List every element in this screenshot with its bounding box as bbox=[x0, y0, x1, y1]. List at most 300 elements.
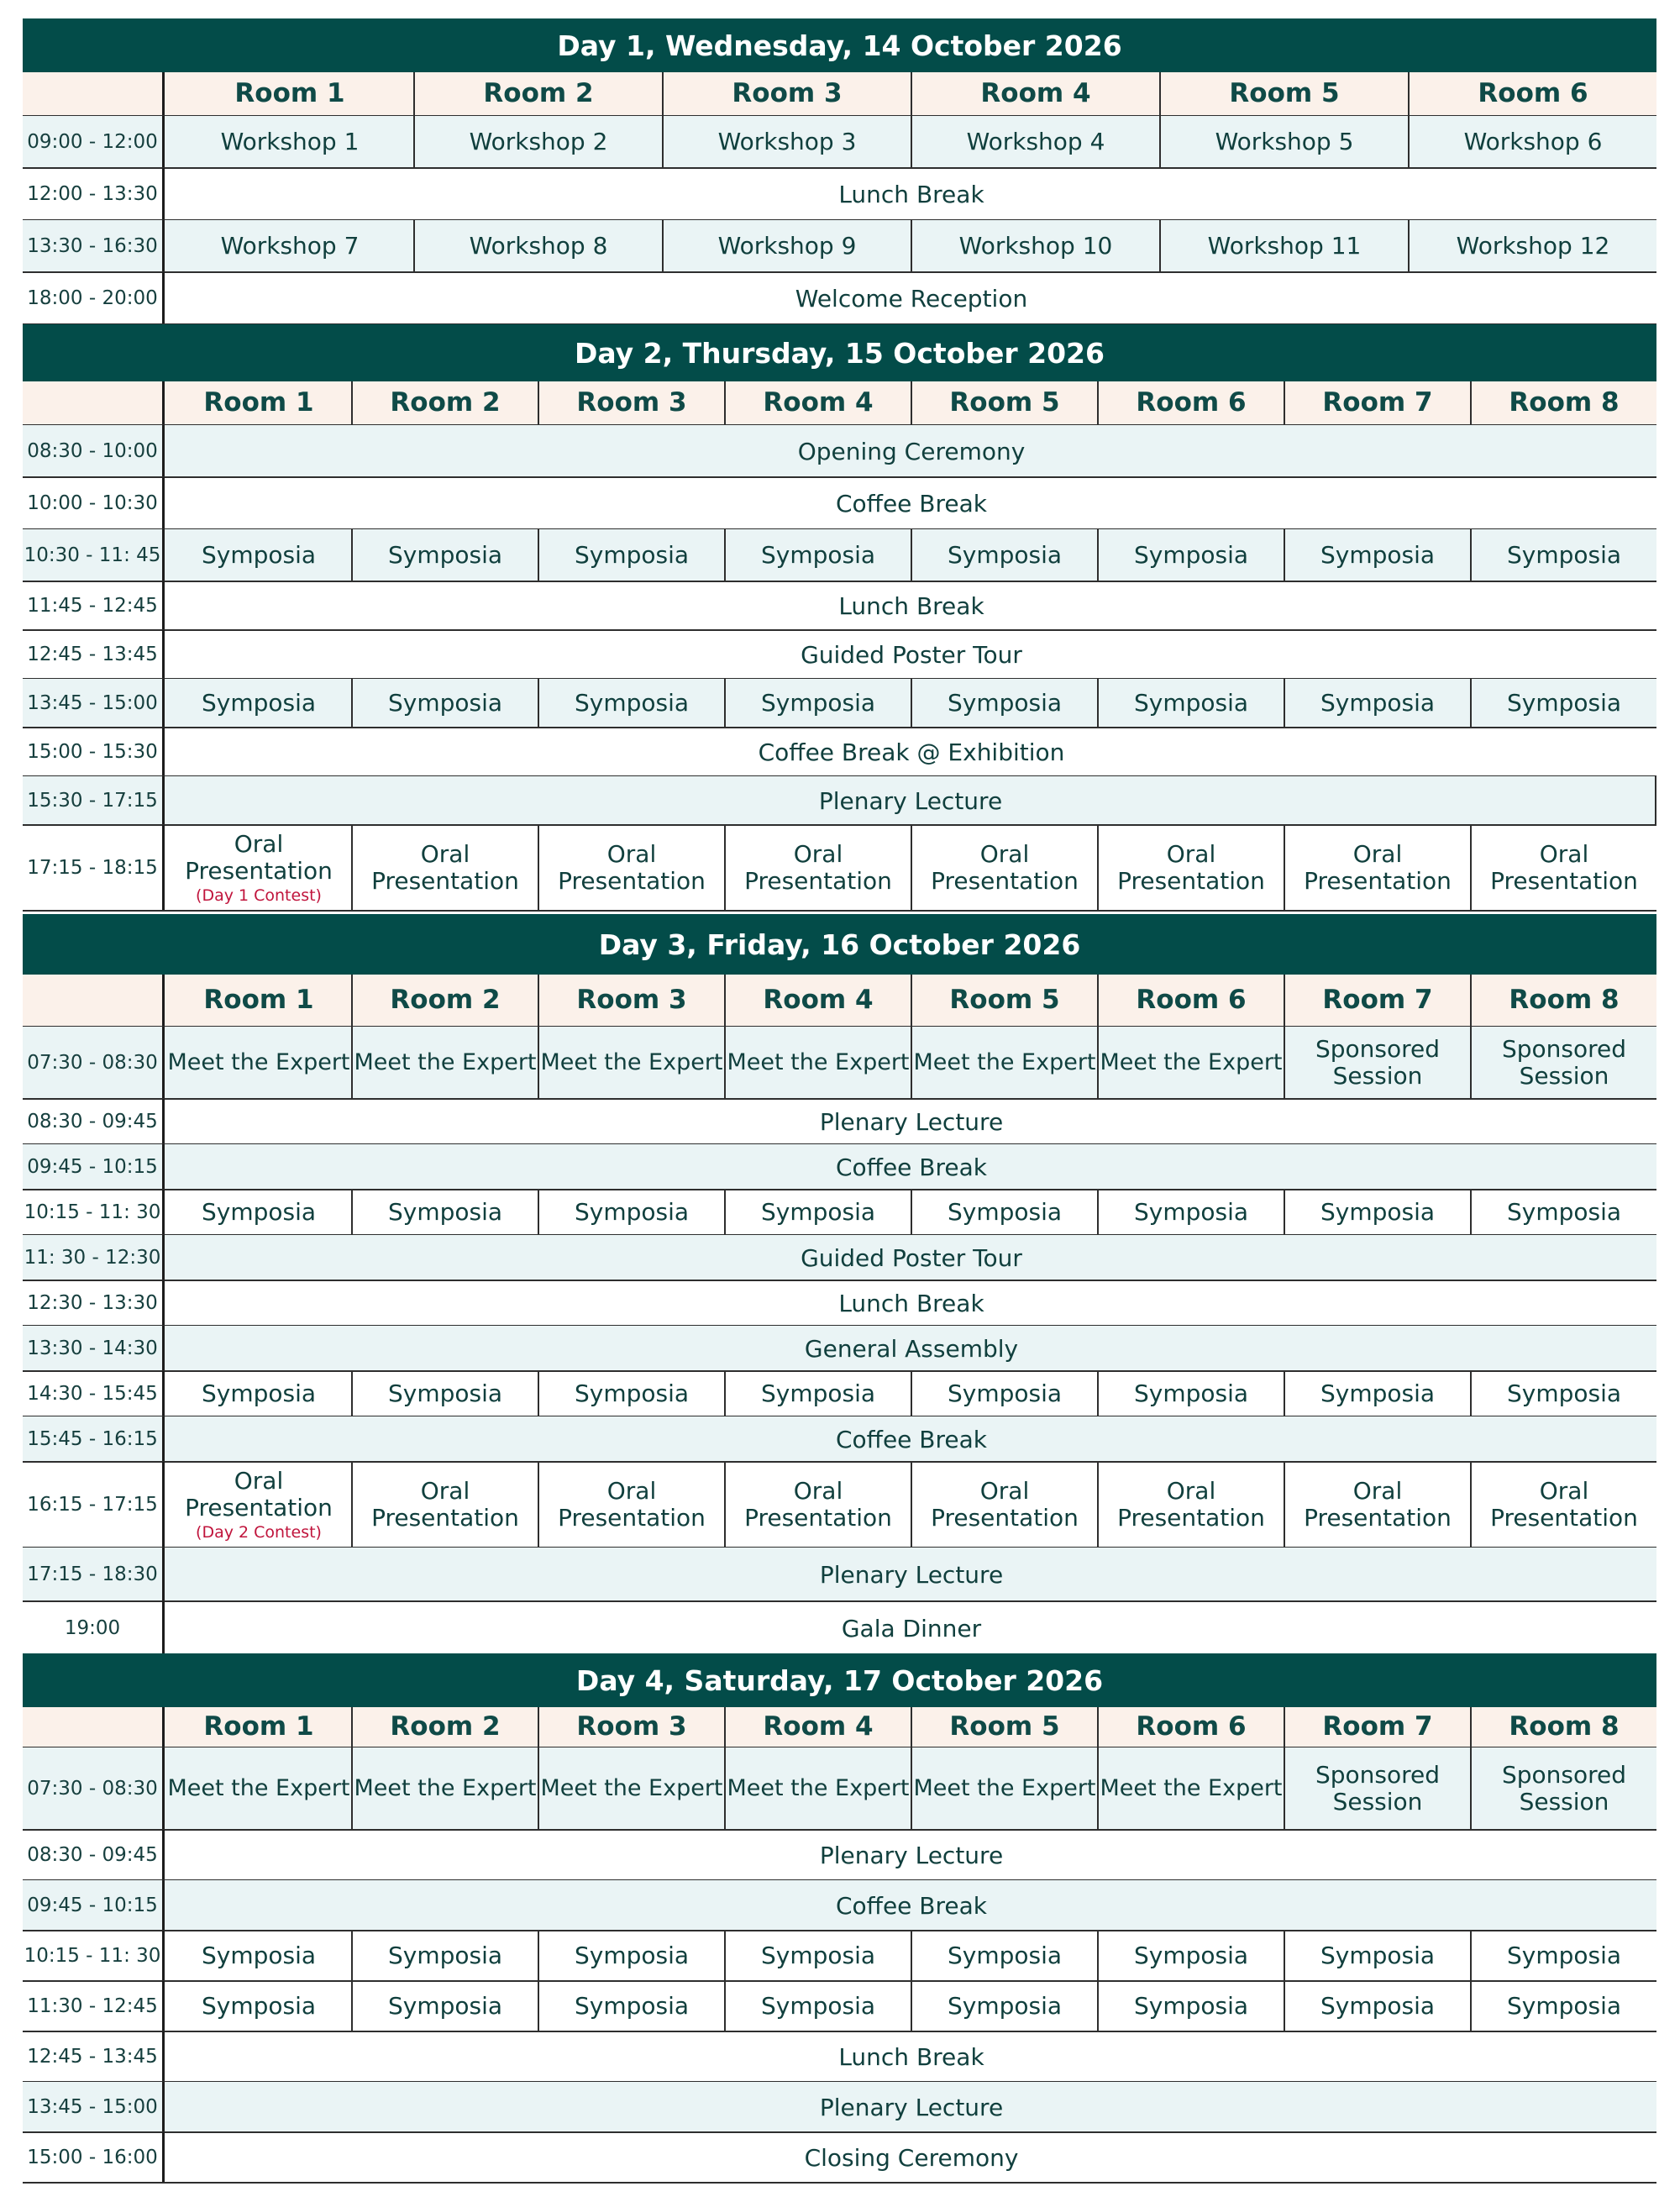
session-label: Oral Presentation bbox=[1304, 1476, 1452, 1532]
session-label: Meet the Expert bbox=[1100, 1049, 1283, 1076]
room-header-row bbox=[23, 1707, 1656, 1747]
time-slot: 11:45 - 12:45 bbox=[23, 581, 165, 630]
session-label: Oral Presentation bbox=[744, 839, 892, 895]
room-header: Room 6 bbox=[1097, 1707, 1284, 1747]
time-header-blank bbox=[23, 381, 165, 425]
time-slot: 15:30 - 17:15 bbox=[23, 776, 165, 825]
session-cell bbox=[662, 116, 911, 168]
session-label: Symposia bbox=[760, 1379, 876, 1407]
session-cells bbox=[166, 825, 1656, 911]
room-header: Room 4 bbox=[724, 975, 911, 1027]
session-cells bbox=[166, 679, 1656, 728]
session-cells bbox=[166, 116, 1656, 168]
session-cells bbox=[166, 1099, 1656, 1144]
session-cell bbox=[1159, 116, 1408, 168]
session-label: Symposia bbox=[1133, 688, 1249, 717]
session-all-rooms: Coffee Break bbox=[835, 1891, 988, 1920]
session-label: Oral Presentation bbox=[931, 839, 1079, 895]
session-row bbox=[23, 581, 1656, 630]
session-cell bbox=[166, 679, 351, 728]
session-cell bbox=[166, 116, 413, 168]
session-cell bbox=[911, 1747, 1097, 1830]
session-label: Workshop 10 bbox=[958, 231, 1113, 260]
room-header-cells bbox=[166, 975, 1656, 1027]
session-row bbox=[23, 2082, 1656, 2132]
session-label: Oral Presentation bbox=[1304, 839, 1452, 895]
time-slot: 12:30 - 13:30 bbox=[23, 1280, 165, 1326]
session-label: Symposia bbox=[947, 1991, 1063, 2020]
session-label: Workshop 9 bbox=[717, 231, 857, 260]
session-cell bbox=[1097, 1931, 1284, 1981]
session-all-rooms: Closing Ceremony bbox=[804, 2143, 1019, 2172]
session-row bbox=[23, 1830, 1656, 1880]
session-cell bbox=[724, 529, 911, 581]
session-cell bbox=[1284, 1462, 1470, 1548]
session-cell bbox=[1470, 825, 1656, 911]
session-cell bbox=[413, 116, 662, 168]
session-label: Oral Presentation bbox=[1117, 839, 1265, 895]
session-row bbox=[23, 1416, 1656, 1462]
session-label: Symposia bbox=[574, 688, 690, 717]
session-cell bbox=[538, 1981, 724, 2031]
session-cells bbox=[166, 425, 1656, 477]
session-cell bbox=[1470, 529, 1656, 581]
room-header: Room 7 bbox=[1284, 381, 1470, 425]
session-cells bbox=[166, 1144, 1656, 1190]
session-cell bbox=[724, 1462, 911, 1548]
session-label: Oral Presentation bbox=[371, 839, 519, 895]
session-cell bbox=[1159, 220, 1408, 272]
session-row bbox=[23, 2132, 1656, 2183]
session-label: Oral Presentation bbox=[1490, 839, 1638, 895]
time-slot: 11: 30 - 12:30 bbox=[23, 1235, 165, 1280]
session-cell bbox=[1097, 1747, 1284, 1830]
time-slot: 15:00 - 15:30 bbox=[23, 728, 165, 776]
session-cell bbox=[911, 1931, 1097, 1981]
session-label: Symposia bbox=[760, 1197, 876, 1226]
room-header: Room 6 bbox=[1097, 381, 1284, 425]
session-label: Symposia bbox=[760, 1941, 876, 1969]
session-cell bbox=[911, 1027, 1097, 1099]
room-header: Room 5 bbox=[911, 1707, 1097, 1747]
session-label: Meet the Expert bbox=[167, 1775, 350, 1802]
session-all-rooms: Coffee Break bbox=[835, 1153, 988, 1181]
session-cells bbox=[166, 2132, 1656, 2183]
room-header: Room 4 bbox=[911, 72, 1159, 116]
session-label: Symposia bbox=[1320, 540, 1436, 569]
session-row bbox=[23, 2031, 1656, 2082]
time-slot: 10:00 - 10:30 bbox=[23, 477, 165, 529]
session-cell bbox=[911, 116, 1159, 168]
time-slot: 08:30 - 09:45 bbox=[23, 1099, 165, 1144]
session-cell bbox=[351, 1027, 538, 1099]
session-cell bbox=[351, 1462, 538, 1548]
time-slot: 13:30 - 14:30 bbox=[23, 1326, 165, 1371]
session-row bbox=[23, 679, 1656, 728]
session-label: Symposia bbox=[1506, 1379, 1622, 1407]
session-cell bbox=[413, 220, 662, 272]
session-row bbox=[23, 1144, 1656, 1190]
session-cells bbox=[166, 1235, 1656, 1280]
time-slot: 07:30 - 08:30 bbox=[23, 1747, 165, 1830]
session-cell bbox=[1284, 529, 1470, 581]
session-cell bbox=[1097, 529, 1284, 581]
time-slot: 10:15 - 11: 30 bbox=[23, 1190, 165, 1235]
session-row bbox=[23, 168, 1656, 220]
time-slot: 18:00 - 20:00 bbox=[23, 272, 165, 324]
session-label: Symposia bbox=[1320, 1379, 1436, 1407]
session-label: Symposia bbox=[1133, 540, 1249, 569]
session-label: Symposia bbox=[947, 540, 1063, 569]
session-label: Symposia bbox=[1133, 1941, 1249, 1969]
session-all-rooms: Opening Ceremony bbox=[797, 437, 1026, 465]
session-label: Symposia bbox=[201, 1941, 317, 1969]
room-header-row bbox=[23, 381, 1656, 425]
session-cell bbox=[538, 1462, 724, 1548]
time-slot: 13:45 - 15:00 bbox=[23, 679, 165, 728]
session-label: Symposia bbox=[1320, 1197, 1436, 1226]
session-label: Oral Presentation bbox=[185, 1466, 333, 1521]
room-header: Room 6 bbox=[1097, 975, 1284, 1027]
session-row bbox=[23, 825, 1656, 911]
session-cell bbox=[166, 220, 413, 272]
session-cell bbox=[724, 1931, 911, 1981]
session-cell bbox=[351, 825, 538, 911]
session-cell bbox=[166, 1462, 351, 1548]
session-cell bbox=[538, 1931, 724, 1981]
session-cell bbox=[1097, 679, 1284, 728]
time-slot: 13:45 - 15:00 bbox=[23, 2082, 165, 2132]
room-header-cells bbox=[166, 72, 1656, 116]
session-label: Workshop 11 bbox=[1207, 231, 1362, 260]
session-label: Symposia bbox=[760, 1991, 876, 2020]
time-slot: 12:45 - 13:45 bbox=[23, 630, 165, 679]
session-cell bbox=[1097, 1981, 1284, 2031]
divider bbox=[23, 910, 1656, 912]
session-row bbox=[23, 272, 1656, 324]
session-cells bbox=[166, 220, 1656, 272]
session-label: Symposia bbox=[201, 540, 317, 569]
time-slot: 15:45 - 16:15 bbox=[23, 1416, 165, 1462]
day-header: Day 2, Thursday, 15 October 2026 bbox=[23, 324, 1656, 381]
session-label: Sponsored Session bbox=[1501, 1034, 1627, 1090]
room-header: Room 5 bbox=[1159, 72, 1408, 116]
session-cell bbox=[166, 1190, 351, 1235]
session-cells bbox=[166, 1931, 1656, 1981]
session-label: Meet the Expert bbox=[354, 1775, 537, 1802]
session-label: Oral Presentation bbox=[558, 839, 706, 895]
time-slot: 11:30 - 12:45 bbox=[23, 1981, 165, 2031]
room-header-row bbox=[23, 72, 1656, 116]
time-slot: 17:15 - 18:30 bbox=[23, 1548, 165, 1601]
time-slot: 12:00 - 13:30 bbox=[23, 168, 165, 220]
room-header: Room 8 bbox=[1470, 1707, 1656, 1747]
session-label: Symposia bbox=[1320, 688, 1436, 717]
session-cell bbox=[1284, 825, 1470, 911]
room-header: Room 8 bbox=[1470, 381, 1656, 425]
session-label: Meet the Expert bbox=[913, 1775, 1096, 1802]
session-cell bbox=[166, 1747, 351, 1830]
session-cells bbox=[166, 776, 1656, 825]
time-slot: 15:00 - 16:00 bbox=[23, 2132, 165, 2183]
time-slot: 13:30 - 16:30 bbox=[23, 220, 165, 272]
session-label: Workshop 4 bbox=[966, 127, 1105, 155]
session-cells bbox=[166, 1601, 1656, 1655]
session-cell bbox=[911, 1371, 1097, 1416]
session-label: Symposia bbox=[760, 540, 876, 569]
day-header: Day 1, Wednesday, 14 October 2026 bbox=[23, 18, 1656, 72]
session-label: Workshop 1 bbox=[220, 127, 360, 155]
room-header: Room 7 bbox=[1284, 975, 1470, 1027]
day-header: Day 4, Saturday, 17 October 2026 bbox=[23, 1653, 1656, 1707]
session-label: Symposia bbox=[574, 1379, 690, 1407]
session-all-rooms: Welcome Reception bbox=[795, 284, 1028, 313]
session-cell bbox=[351, 529, 538, 581]
session-cell bbox=[1097, 1462, 1284, 1548]
room-header: Room 1 bbox=[203, 1711, 314, 1742]
session-row bbox=[23, 425, 1656, 477]
room-header: Room 1 bbox=[203, 985, 314, 1016]
session-all-rooms: Plenary Lecture bbox=[819, 1841, 1004, 1869]
session-cell bbox=[351, 1190, 538, 1235]
session-label: Oral Presentation bbox=[1490, 1476, 1638, 1532]
session-cell bbox=[724, 1371, 911, 1416]
session-cell bbox=[351, 1371, 538, 1416]
session-cells bbox=[166, 1747, 1656, 1830]
session-row bbox=[23, 776, 1656, 825]
session-label: Symposia bbox=[574, 1941, 690, 1969]
session-label: Symposia bbox=[1506, 688, 1622, 717]
session-row bbox=[23, 1190, 1656, 1235]
session-label: Workshop 6 bbox=[1463, 127, 1603, 155]
room-header: Room 3 bbox=[538, 975, 724, 1027]
session-label: Symposia bbox=[387, 1197, 503, 1226]
session-label: Sponsored Session bbox=[1501, 1760, 1627, 1816]
session-cell bbox=[351, 1931, 538, 1981]
session-label: Meet the Expert bbox=[540, 1049, 723, 1076]
session-row bbox=[23, 529, 1656, 581]
session-row bbox=[23, 116, 1656, 168]
session-cell bbox=[166, 529, 351, 581]
session-all-rooms: Lunch Break bbox=[838, 2042, 984, 2071]
session-label: Meet the Expert bbox=[913, 1049, 1096, 1076]
session-all-rooms: Plenary Lecture bbox=[819, 1107, 1004, 1136]
session-label: Meet the Expert bbox=[727, 1775, 910, 1802]
contest-note: (Day 2 Contest) bbox=[196, 1523, 322, 1542]
time-slot: 09:45 - 10:15 bbox=[23, 1880, 165, 1931]
session-cell bbox=[1284, 1190, 1470, 1235]
session-cell bbox=[724, 679, 911, 728]
room-header: Room 2 bbox=[351, 1707, 538, 1747]
time-slot: 07:30 - 08:30 bbox=[23, 1027, 165, 1099]
session-all-rooms: Coffee Break bbox=[835, 489, 988, 518]
session-label: Workshop 2 bbox=[469, 127, 608, 155]
session-label: Symposia bbox=[947, 1941, 1063, 1969]
session-cell bbox=[1284, 1931, 1470, 1981]
room-header: Room 2 bbox=[351, 381, 538, 425]
session-label: Oral Presentation bbox=[185, 829, 333, 885]
session-all-rooms: Coffee Break bbox=[835, 1425, 988, 1453]
session-cell bbox=[1470, 679, 1656, 728]
session-label: Symposia bbox=[947, 688, 1063, 717]
session-label: Oral Presentation bbox=[371, 1476, 519, 1532]
room-header-row bbox=[23, 975, 1656, 1027]
session-label: Symposia bbox=[387, 1941, 503, 1969]
session-cell bbox=[1097, 1371, 1284, 1416]
session-cell bbox=[911, 1462, 1097, 1548]
room-header: Room 1 bbox=[203, 387, 314, 418]
session-row bbox=[23, 1235, 1656, 1280]
session-label: Oral Presentation bbox=[931, 1476, 1079, 1532]
session-cell bbox=[1097, 1190, 1284, 1235]
session-all-rooms: Lunch Break bbox=[838, 180, 984, 208]
session-all-rooms: Guided Poster Tour bbox=[801, 1243, 1022, 1272]
session-label: Workshop 12 bbox=[1456, 231, 1610, 260]
room-header: Room 5 bbox=[911, 975, 1097, 1027]
room-header: Room 2 bbox=[351, 975, 538, 1027]
time-slot: 19:00 bbox=[23, 1601, 165, 1655]
session-row bbox=[23, 1371, 1656, 1416]
session-row bbox=[23, 477, 1656, 529]
session-cell bbox=[1284, 1027, 1470, 1099]
session-cell bbox=[911, 1190, 1097, 1235]
session-label: Meet the Expert bbox=[727, 1049, 910, 1076]
session-label: Symposia bbox=[1506, 540, 1622, 569]
session-label: Symposia bbox=[201, 1197, 317, 1226]
session-row bbox=[23, 220, 1656, 272]
session-cells bbox=[166, 168, 1656, 220]
session-row bbox=[23, 728, 1656, 776]
session-cell bbox=[166, 1027, 351, 1099]
session-cell bbox=[166, 1931, 351, 1981]
session-label: Oral Presentation bbox=[558, 1476, 706, 1532]
room-header-cells bbox=[166, 1707, 1656, 1747]
session-cells bbox=[166, 1027, 1656, 1099]
session-label: Workshop 7 bbox=[220, 231, 360, 260]
session-label: Workshop 8 bbox=[469, 231, 608, 260]
room-header: Room 6 bbox=[1408, 72, 1656, 116]
session-label: Symposia bbox=[760, 688, 876, 717]
session-label: Workshop 3 bbox=[717, 127, 857, 155]
session-label: Symposia bbox=[1320, 1941, 1436, 1969]
session-label: Meet the Expert bbox=[540, 1775, 723, 1802]
room-header: Room 1 bbox=[234, 78, 345, 109]
session-label: Symposia bbox=[1133, 1379, 1249, 1407]
session-row bbox=[23, 1931, 1656, 1981]
session-label: Symposia bbox=[201, 1991, 317, 2020]
session-label: Symposia bbox=[1506, 1991, 1622, 2020]
session-cells bbox=[166, 1326, 1656, 1371]
session-cells bbox=[166, 630, 1656, 679]
session-cell bbox=[538, 1371, 724, 1416]
session-cells bbox=[166, 1830, 1656, 1880]
time-slot: 10:30 - 11: 45 bbox=[23, 529, 165, 581]
session-all-rooms: Lunch Break bbox=[838, 591, 984, 620]
session-label: Symposia bbox=[947, 1379, 1063, 1407]
session-cell bbox=[166, 1371, 351, 1416]
session-cell bbox=[911, 679, 1097, 728]
time-slot: 08:30 - 10:00 bbox=[23, 425, 165, 477]
session-cells bbox=[166, 1416, 1656, 1462]
session-all-rooms: General Assembly bbox=[804, 1334, 1019, 1363]
session-cells bbox=[166, 1462, 1656, 1548]
session-label: Symposia bbox=[387, 688, 503, 717]
time-slot: 09:00 - 12:00 bbox=[23, 116, 165, 168]
session-row bbox=[23, 1880, 1656, 1931]
room-header: Room 3 bbox=[538, 1707, 724, 1747]
session-all-rooms: Coffee Break @ Exhibition bbox=[758, 738, 1065, 766]
session-label: Symposia bbox=[201, 1379, 317, 1407]
session-cell bbox=[1284, 1371, 1470, 1416]
session-cell bbox=[538, 1190, 724, 1235]
session-label: Symposia bbox=[574, 540, 690, 569]
session-cell bbox=[724, 825, 911, 911]
room-header: Room 2 bbox=[413, 72, 662, 116]
session-cells bbox=[166, 1880, 1656, 1931]
divider bbox=[23, 2182, 1656, 2184]
room-header: Room 3 bbox=[538, 381, 724, 425]
session-cell bbox=[166, 825, 351, 911]
session-cell bbox=[538, 825, 724, 911]
room-header: Room 5 bbox=[911, 381, 1097, 425]
session-cells bbox=[166, 272, 1656, 324]
session-label: Symposia bbox=[947, 1197, 1063, 1226]
session-cell bbox=[1284, 1747, 1470, 1830]
session-label: Meet the Expert bbox=[167, 1049, 350, 1076]
session-cell bbox=[1470, 1462, 1656, 1548]
session-cell bbox=[1097, 1027, 1284, 1099]
room-header: Room 7 bbox=[1284, 1707, 1470, 1747]
session-cells bbox=[166, 529, 1656, 581]
session-all-rooms: Plenary Lecture bbox=[819, 1560, 1004, 1589]
time-slot: 16:15 - 17:15 bbox=[23, 1462, 165, 1548]
session-label: Symposia bbox=[1133, 1197, 1249, 1226]
session-cell bbox=[1284, 1981, 1470, 2031]
session-cell bbox=[351, 1981, 538, 2031]
session-label: Symposia bbox=[574, 1197, 690, 1226]
room-header: Room 3 bbox=[662, 72, 911, 116]
session-label: Symposia bbox=[1506, 1197, 1622, 1226]
session-row bbox=[23, 1981, 1656, 2031]
session-all-rooms: Guided Poster Tour bbox=[801, 640, 1022, 669]
session-all-rooms: Lunch Break bbox=[838, 1289, 984, 1317]
session-label: Workshop 5 bbox=[1215, 127, 1354, 155]
session-cell bbox=[1097, 825, 1284, 911]
session-row bbox=[23, 1027, 1656, 1099]
session-cells bbox=[166, 2031, 1656, 2082]
session-label: Symposia bbox=[574, 1991, 690, 2020]
session-cell bbox=[662, 220, 911, 272]
session-cells bbox=[166, 1190, 1656, 1235]
time-slot: 08:30 - 09:45 bbox=[23, 1830, 165, 1880]
session-label: Sponsored Session bbox=[1315, 1760, 1441, 1816]
session-cell bbox=[1470, 1371, 1656, 1416]
session-label: Symposia bbox=[387, 540, 503, 569]
session-label: Meet the Expert bbox=[1100, 1775, 1283, 1802]
session-label: Symposia bbox=[1506, 1941, 1622, 1969]
session-cell bbox=[538, 1027, 724, 1099]
session-cells bbox=[166, 1981, 1656, 2031]
session-row bbox=[23, 1548, 1656, 1601]
session-row bbox=[23, 1099, 1656, 1144]
session-cells bbox=[166, 477, 1656, 529]
session-cell bbox=[1470, 1981, 1656, 2031]
session-all-rooms: Plenary Lecture bbox=[818, 786, 1003, 815]
session-cells bbox=[166, 1280, 1656, 1326]
time-header-blank bbox=[23, 72, 165, 116]
session-label: Symposia bbox=[1133, 1991, 1249, 2020]
session-row bbox=[23, 1747, 1656, 1830]
